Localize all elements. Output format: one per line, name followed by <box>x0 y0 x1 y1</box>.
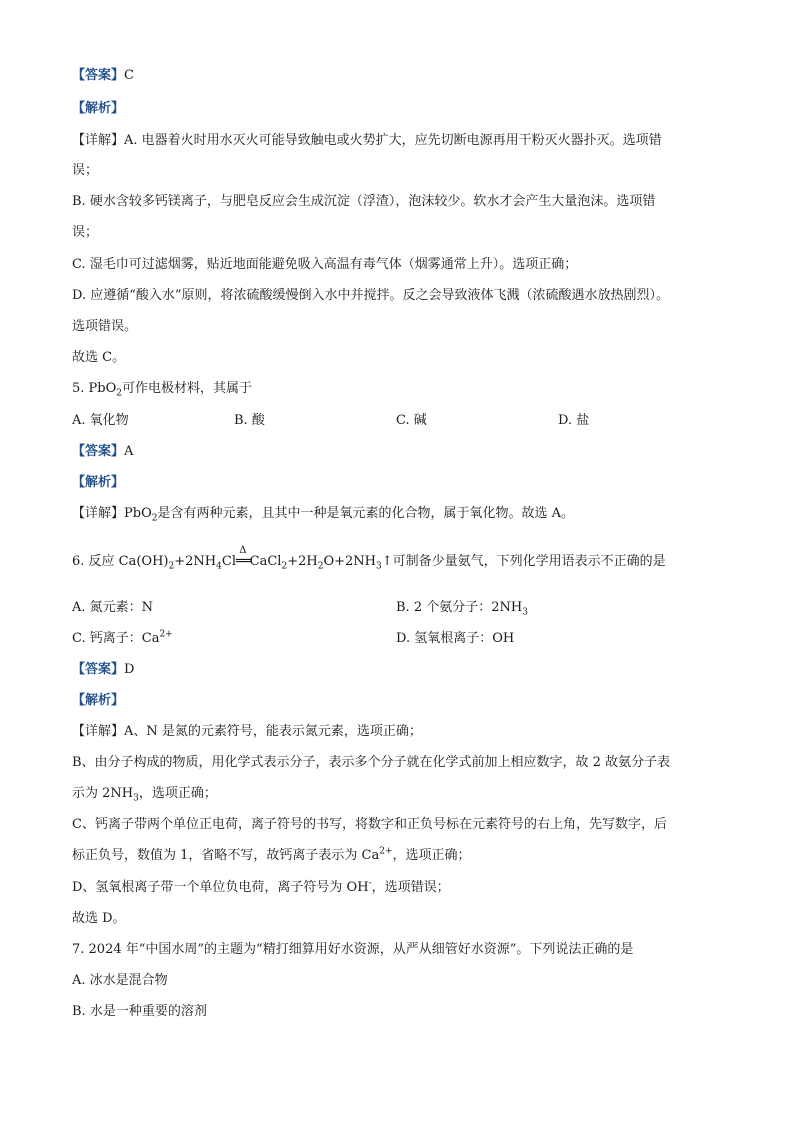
q5-option-d: D. 盐 <box>558 413 590 428</box>
q6-c-text: 标正负号，数值为 1，省略不写，故钙离子表示为 Ca <box>72 848 380 863</box>
q5-stem-text: 可作电极材料，其属于 <box>122 381 253 396</box>
q4-d-line-2: 选项错误。 <box>72 319 138 334</box>
answer-tag: 【答案】 <box>72 662 125 677</box>
q6-d-text-rest: ，选项错误； <box>371 880 450 895</box>
detail-tag: 【详解】 <box>72 506 125 521</box>
q5-option-c: C. 碱 <box>396 413 427 428</box>
answer-tag: 【答案】 <box>72 68 125 83</box>
q6-stem-text: ↑可制备少量氨气，下列化学用语表示不正确的是 <box>381 554 666 569</box>
subscript: 2 <box>168 561 175 572</box>
q4-d-line-1: D. 应遵循“酸入水”原则，将浓硫酸缓慢倒入水中并搅拌。反之会导致液体飞溅（浓硫酸遇水放热剧烈）。 <box>72 288 670 303</box>
formula-part: Cl <box>221 554 236 569</box>
superscript: 2+ <box>159 629 173 640</box>
detail-tag: 【详解】 <box>72 724 125 739</box>
q5-analysis-line <box>72 474 124 492</box>
formula-part: +2H <box>287 554 318 569</box>
q5-stem <box>72 380 252 398</box>
q6-c-line-2 <box>72 847 471 865</box>
answer-value: C <box>124 68 134 83</box>
analysis-tag: 【解析】 <box>72 693 125 708</box>
formula-part: +2NH <box>174 554 217 569</box>
q6-b-text: 示为 2NH <box>72 786 134 801</box>
delta-symbol: Δ <box>239 545 247 556</box>
answer-value: D <box>124 662 135 677</box>
detail-text: A. 电器着火时用水灭火可能导致触电或火势扩大，应先切断电源再用干粉灭火器扑灭。选项错 <box>124 133 662 148</box>
q6-d-line <box>72 879 450 897</box>
q6-c-line-1: C、钙离子带两个单位正电荷，离子符号的书写，将数字和正负号标在元素符号的右上角，先写数字，后 <box>72 817 667 832</box>
q6-c-text-rest: ，选项正确； <box>392 848 471 863</box>
q4-b-line-2: 误； <box>72 225 99 240</box>
q6-detail-text: A、N 是氮的元素符号，能表示氮元素，选项正确； <box>124 724 422 739</box>
q4-detail-line-2: 误； <box>72 163 99 178</box>
q5-detail-text: 是含有两种元素，且其中一种是氧元素的化合物，属于氧化物。故选 A。 <box>157 506 575 521</box>
q5-stem-subscript: 2 <box>116 388 122 399</box>
q6-option-c-text: C. 钙离子：Ca <box>72 631 160 646</box>
q7-stem: 7. 2024 年“中国水周”的主题为“精打细算用好水资源，从严从细管好水资源”。下列说法正确的是 <box>72 942 634 957</box>
q6-conclusion: 故选 D。 <box>72 911 126 926</box>
subscript: 2 <box>317 561 324 572</box>
q5-detail-subscript: 2 <box>151 513 158 524</box>
superscript: 2+ <box>379 846 393 857</box>
q4-answer-line <box>72 67 134 85</box>
q4-analysis-line <box>72 100 124 118</box>
q6-b-line-2 <box>72 785 217 803</box>
q6-d-text: D、氢氧根离子带一个单位负电荷，离子符号为 OH <box>72 880 369 895</box>
q5-detail-formula: PbO <box>124 506 152 521</box>
answer-tag: 【答案】 <box>72 444 125 459</box>
q5-option-a: A. 氧化物 <box>72 413 129 428</box>
q6-option-d: D. 氢氧根离子：OH <box>396 631 515 646</box>
formula-part: CaCl <box>249 554 282 569</box>
subscript: 4 <box>216 561 222 572</box>
subscript: 3 <box>522 607 528 618</box>
detail-tag: 【详解】 <box>72 133 125 148</box>
q6-b-text-rest: ，选项正确； <box>138 786 217 801</box>
q5-stem-formula: 5. PbO <box>72 381 117 396</box>
answer-value: A <box>124 444 134 459</box>
q7-option-b: B. 水是一种重要的溶剂 <box>72 1004 207 1019</box>
q4-c-line: C. 湿毛巾可过滤烟雾，贴近地面能避免吸入高温有毒气体（烟雾通常上升）。选项正确； <box>72 257 578 272</box>
q6-option-b-text: B. 2 个氨分子：2NH <box>396 600 523 615</box>
superscript: - <box>368 878 372 889</box>
q4-conclusion: 故选 C。 <box>72 350 126 365</box>
q6-stem <box>72 545 666 572</box>
formula-part: O+2NH <box>323 554 376 569</box>
subscript: 2 <box>281 561 288 572</box>
q4-b-line-1: B. 硬水含较多钙镁离子，与肥皂反应会生成沉淀（浮渣），泡沫较少。软水才会产生大量泡沫。选项错 <box>72 194 656 209</box>
equals-sign: ══ <box>235 554 250 569</box>
analysis-tag: 【解析】 <box>72 475 125 490</box>
q6-b-line-1: B、由分子构成的物质，用化学式表示分子，表示多个分子就在化学式前加上相应数字，故 2 故氨分子表 <box>72 755 671 770</box>
q5-detail-line <box>72 505 574 523</box>
q6-stem-start: 6. 反应 Ca(OH) <box>72 554 169 569</box>
q6-option-b <box>396 599 528 617</box>
q7-option-a: A. 冰水是混合物 <box>72 973 168 988</box>
q5-answer-line <box>72 443 133 461</box>
q6-option-a: A. 氮元素：N <box>72 600 154 615</box>
subscript: 3 <box>133 793 139 804</box>
subscript: 3 <box>375 561 382 572</box>
q6-detail-line <box>72 723 422 741</box>
q4-detail-line-1 <box>72 132 662 150</box>
q6-analysis-line <box>72 692 124 710</box>
analysis-tag: 【解析】 <box>72 101 125 116</box>
q6-option-c <box>72 630 173 648</box>
q6-answer-line <box>72 661 134 679</box>
heating-condition <box>235 545 250 571</box>
q5-option-b: B. 酸 <box>234 413 265 428</box>
